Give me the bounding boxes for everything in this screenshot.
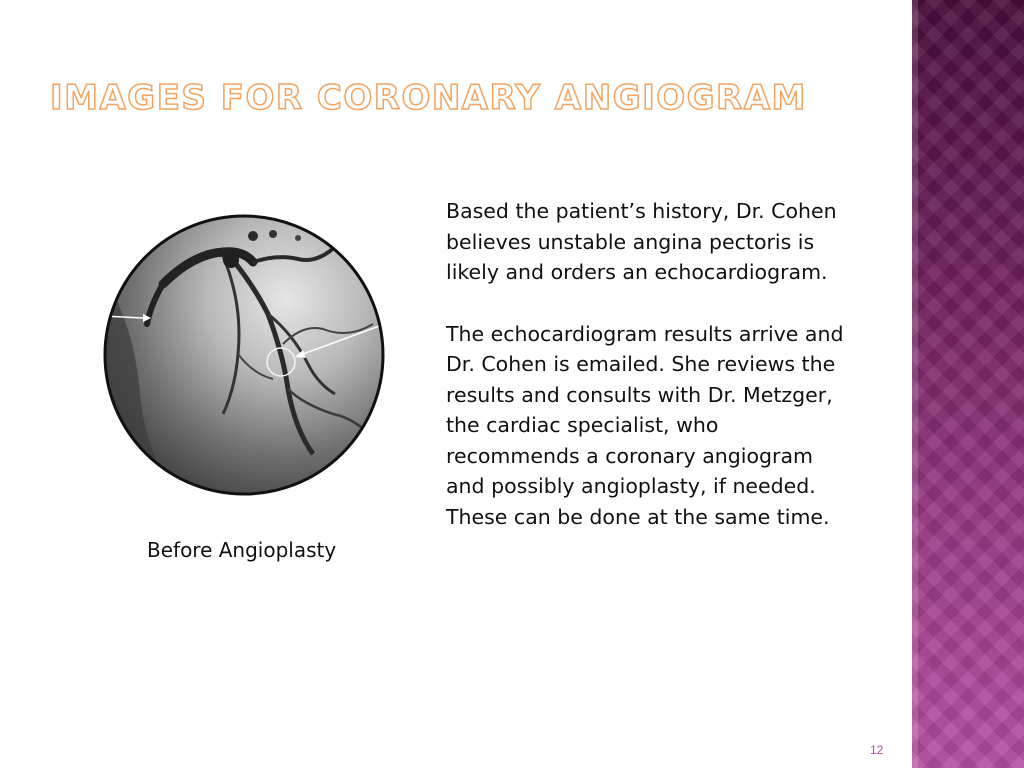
body-text: [446, 196, 856, 563]
angiogram-image: [103, 214, 385, 496]
paragraph-history: Based the patient’s history, Dr. Cohen believes unstable angina pectoris is likely and orders an echocardiogram.: [446, 199, 837, 284]
paragraph-results: The echocardiogram results arrive and Dr. Cohen is emailed. She reviews the results and consults with Dr. Metzger, the cardiac specialist, who recommends a coronary angiogram and possibly angioplasty, if needed. These can be done at the same time.: [446, 321, 844, 529]
image-caption: Before Angioplasty: [147, 538, 337, 562]
angiogram-picture: [103, 214, 385, 496]
page-number: 12: [870, 743, 884, 757]
decorative-side-panel: [912, 0, 1024, 768]
slide-title: IMAGES FOR CORONARY ANGIOGRAM: [50, 78, 807, 118]
